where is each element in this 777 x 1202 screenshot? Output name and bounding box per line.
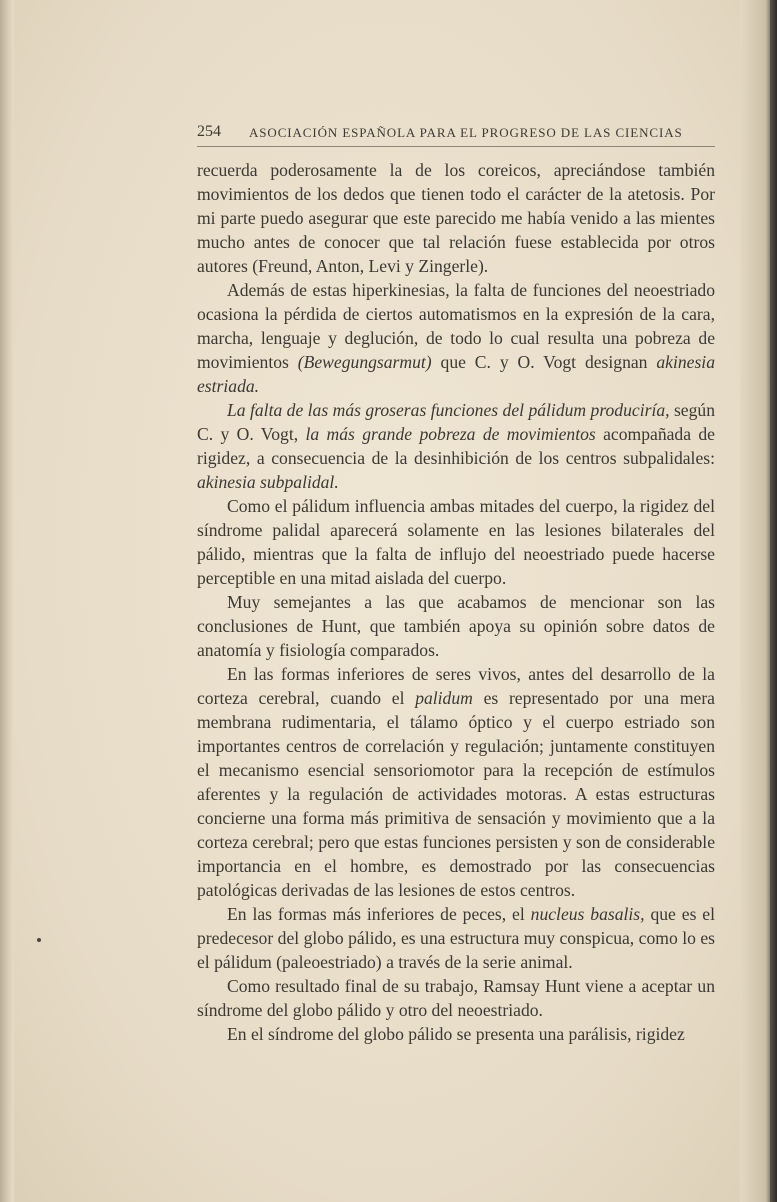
- text-run: es representado por una mera membrana rudimentaria, el tálamo óptico y el cuerpo estriado son importantes centros de correlación y regulación; juntamente constituyen el mecanismo esencial sensoriomotor para la recepción de estímulos aferentes y la regulación de actividades motoras. A estas estructuras concierne una forma más primitiva de sensación y movimiento que a la corteza cerebral; pero que estas funciones persisten y son de considerable importancia en el hombre, es demostrado por las consecuencias patológicas derivadas de las lesiones de estos centros.: [197, 688, 715, 900]
- text-run: Como el pálidum influencia ambas mitades del cuerpo, la rigidez del síndrome palidal aparecerá solamente en las lesiones bilaterales del pálido, mientras que la falta de influjo del neoestriado puede hacerse perceptible en una mitad aislada del cuerpo.: [197, 496, 715, 588]
- page-gutter-shadow: [0, 0, 14, 1202]
- paragraph: [197, 662, 715, 902]
- text-run: Como resultado final de su trabajo, Ramsay Hunt viene a aceptar un síndrome del globo pálido y otro del neoestriado.: [197, 976, 715, 1020]
- italic-text: akinesia estriada.: [197, 352, 715, 396]
- text-run: Además de estas hiperkinesias, la falta de funciones del neoestriado ocasiona la pérdida de ciertos automatismos en la expresión de la cara, marcha, lenguaje y deglución, de todo lo cual resulta una pobreza de movimientos: [197, 280, 715, 372]
- italic-text: (Bewegungsarmut): [297, 352, 432, 372]
- text-run: En las formas más inferiores de peces, el: [227, 904, 531, 924]
- running-head: ASOCIACIÓN ESPAÑOLA PARA EL PROGRESO DE LAS CIENCIAS: [249, 125, 683, 140]
- text-run: que C. y O. Vogt designan: [431, 352, 657, 372]
- page-edge-shadow: [740, 0, 770, 1202]
- paragraph: [197, 278, 715, 398]
- header-rule: [197, 146, 715, 147]
- paragraph: [197, 398, 715, 494]
- italic-text: nucleus basalis,: [530, 904, 645, 924]
- paragraph: [197, 158, 715, 278]
- paragraph: [197, 974, 715, 1022]
- text-run: Muy semejantes a las que acabamos de mencionar son las conclusiones de Hunt, que también apoya su opinión sobre datos de anatomía y fisiología comparados.: [197, 592, 715, 660]
- text-run: recuerda poderosamente la de los coreicos, apreciándose también movimientos de los dedos que tienen todo el carácter de la atetosis. Por mi parte puedo asegurar que este parecido me había venido a las mientes mucho antes de conocer que tal relación fuese establecida por otros autores (Freund, Anton, Levi y Zingerle).: [197, 160, 715, 276]
- margin-mark: [37, 938, 41, 942]
- italic-text: palidum: [415, 688, 473, 708]
- page-number: 254: [197, 123, 221, 140]
- text-run: acompañada de rigidez, a consecuencia de la desinhibición de los centros subpalidales:: [197, 424, 715, 468]
- italic-text: akinesia subpalidal.: [197, 472, 339, 492]
- paragraph: [197, 590, 715, 662]
- text-run: En las formas inferiores de seres vivos, antes del desarrollo de la corteza cerebral, cuando el: [197, 664, 715, 708]
- paragraph: [197, 902, 715, 974]
- paragraph: [197, 494, 715, 590]
- italic-text: La falta de las más groseras funciones del pálidum produciría,: [227, 400, 670, 420]
- text-run: según C. y O. Vogt,: [197, 400, 715, 444]
- italic-text: la más grande pobreza de movimientos: [305, 424, 596, 444]
- text-run: que es el predecesor del globo pálido, es una estructura muy conspicua, como lo es el pálidum (paleoestriado) a través de la serie animal.: [197, 904, 716, 972]
- body-text: [197, 158, 715, 1046]
- text-run: En el síndrome del globo pálido se presenta una parálisis, rigidez: [227, 1024, 685, 1044]
- paragraph: [197, 1022, 715, 1046]
- binding-edge: [770, 0, 777, 1202]
